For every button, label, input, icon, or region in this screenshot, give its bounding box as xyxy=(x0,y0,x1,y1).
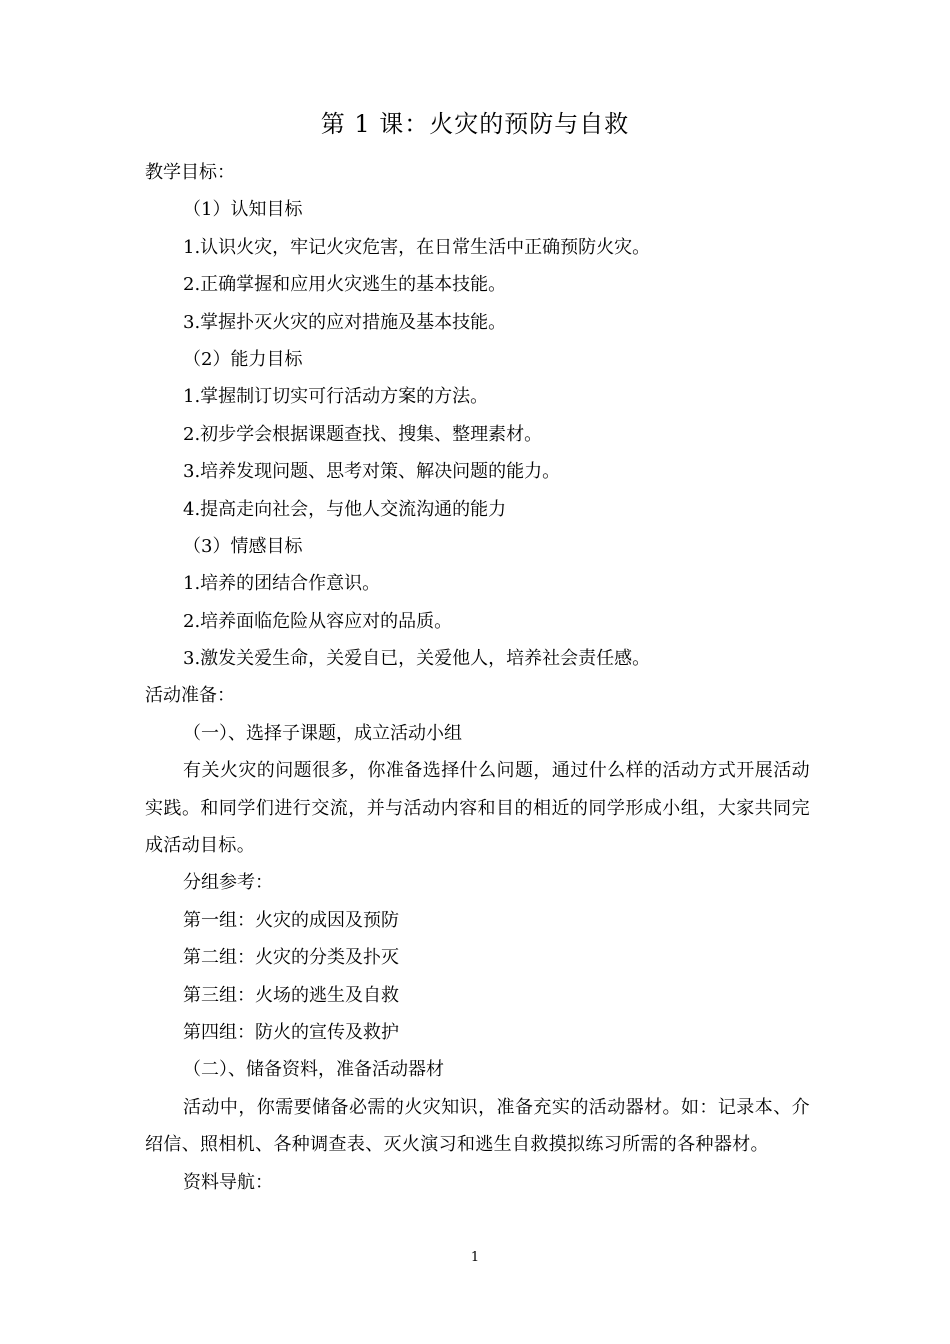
list-item: 2.初步学会根据课题查找、搜集、整理素材。 xyxy=(183,423,543,445)
list-item: 2.培养面临危险从容应对的品质。 xyxy=(183,610,453,632)
document-body xyxy=(145,154,810,1201)
list-item: 3.培养发现问题、思考对策、解决问题的能力。 xyxy=(183,461,561,483)
page-number: 1 xyxy=(470,1250,480,1265)
emotion-goals-heading: （3）情感目标 xyxy=(183,535,303,557)
list-item: 1.掌握制订切实可行活动方案的方法。 xyxy=(183,386,489,408)
section-two-paragraph: 活动中，你需要储备必需的火灾知识，准备充实的活动器材。如：记录本、介绍信、照相机、各种调查表、灭火演习和逃生自救摸拟练习所需的各种器材。 xyxy=(145,1096,810,1156)
list-item: 第一组：火灾的成因及预防 xyxy=(183,909,399,931)
list-item: 3.激发关爱生命，关爱自已，关爱他人，培养社会责任感。 xyxy=(183,648,651,670)
list-item: 1.培养的团结合作意识。 xyxy=(183,573,381,595)
ability-goals-heading: （2）能力目标 xyxy=(183,348,303,370)
section-two-heading: （二）、储备资料，准备活动器材 xyxy=(183,1059,444,1081)
list-item: 第二组：火灾的分类及扑灭 xyxy=(183,947,399,969)
resources-heading: 资料导航： xyxy=(183,1171,273,1193)
preparation-heading: 活动准备： xyxy=(145,685,235,707)
list-item: 第四组：防火的宣传及救护 xyxy=(183,1022,399,1044)
list-item: 1.认识火灾，牢记火灾危害，在日常生活中正确预防火灾。 xyxy=(183,236,651,258)
section-one-heading: （一）、选择子课题，成立活动小组 xyxy=(183,722,462,744)
list-item: 3.掌握扑灭火灾的应对措施及基本技能。 xyxy=(183,311,507,333)
list-item: 2.正确掌握和应用火灾逃生的基本技能。 xyxy=(183,274,507,296)
groups-heading: 分组参考： xyxy=(183,872,273,894)
cognitive-goals-heading: （1）认知目标 xyxy=(183,199,303,221)
page-title: 第 1 课：火灾的预防与自救 xyxy=(320,110,630,138)
section-one-paragraph: 有关火灾的问题很多，你准备选择什么问题，通过什么样的活动方式开展活动实践。和同学们进行交流，并与活动内容和目的相近的同学形成小组，大家共同完成活动目标。 xyxy=(145,760,810,857)
list-item: 4.提高走向社会，与他人交流沟通的能力 xyxy=(183,498,507,520)
list-item: 第三组：火场的逃生及自救 xyxy=(183,984,399,1006)
teaching-goals-heading: 教学目标： xyxy=(145,162,235,183)
